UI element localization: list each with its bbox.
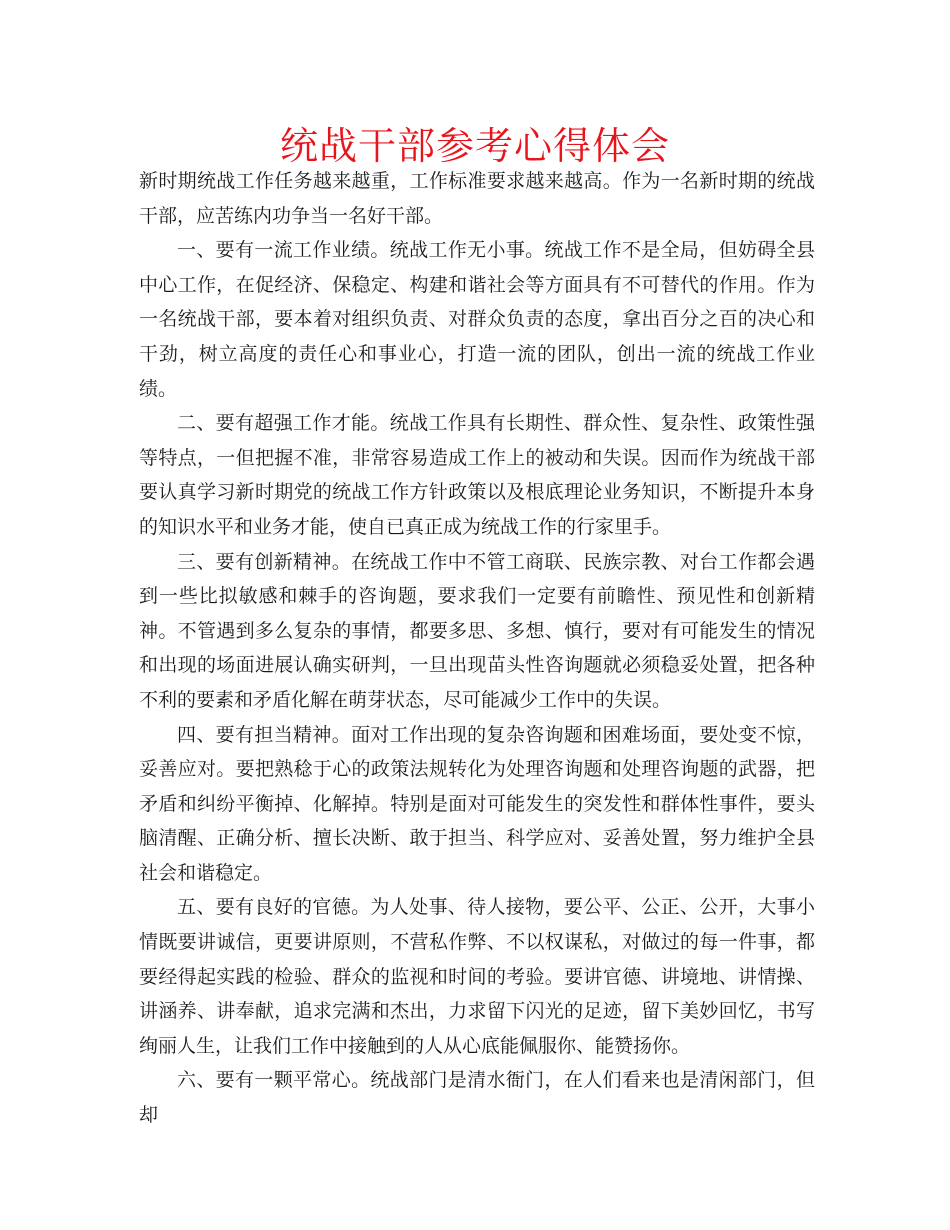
paragraph-4: 四、要有担当精神。面对工作出现的复杂咨询题和困难场面，要处变不惊，妥善应对。要把熟稔于心的政策法规转化为处理咨询题和处理咨询题的武器，把矛盾和纠纷平衡掉、化解掉。特别是面对可能发生的突发性和群体性事件，要头脑清醒、正确分析、擅长决断、敢于担当、科学应对、妥善处置，努力维护全县社会和谐稳定。 — [139, 723, 815, 884]
document-title: 统战干部参考心得体会 — [279, 124, 670, 168]
paragraph-2: 二、要有超强工作才能。统战工作具有长期性、群众性、复杂性、政策性强等特点，一但把握不准，非常容易造成工作上的被动和失误。因而作为统战干部要认真学习新时期党的统战工作方针政策以及根底理论业务知识，不断提升本身的知识水平和业务才能，使自已真正成为统战工作的行家里手。 — [139, 412, 815, 538]
paragraph-6: 六、要有一颗平常心。统战部门是清水衙门，在人们看来也是清闲部门，但却 — [139, 1069, 815, 1127]
paragraph-intro: 新时期统战工作任务越来越重，工作标准要求越来越高。作为一名新时期的统战干部，应苦练内功争当一名好干部。 — [139, 170, 815, 227]
paragraph-3: 三、要有创新精神。在统战工作中不管工商联、民族宗教、对台工作都会遇到一些比拟敏感和棘手的咨询题，要求我们一定要有前瞻性、预见性和创新精神。不管遇到多么复杂的事情，都要多思、多想、慎行，要对有可能发生的情况和出现的场面进展认确实研判，一旦出现苗头性咨询题就必须稳妥处置，把各种不利的要素和矛盾化解在萌芽状态，尽可能减少工作中的失误。 — [139, 550, 815, 711]
paragraph-1: 一、要有一流工作业绩。统战工作无小事。统战工作不是全局，但妨碍全县中心工作，在促经济、保稳定、构建和谐社会等方面具有不可替代的作用。作为一名统战干部，要本着对组织负责、对群众负责的态度，拿出百分之百的决心和干劲，树立高度的责任心和事业心，打造一流的团队，创出一流的统战工作业绩。 — [139, 239, 815, 400]
document-body — [139, 164, 815, 1133]
paragraph-5: 五、要有良好的官德。为人处事、待人接物，要公平、公正、公开，大事小情既要讲诚信，更要讲原则，不营私作弊、不以权谋私，对做过的每一件事，都要经得起实践的检验、群众的监视和时间的考验。要讲官德、讲境地、讲情操、讲涵养、讲奉献，追求完满和杰出，力求留下闪光的足迹，留下美妙回忆，书写绚丽人生，让我们工作中接触到的人从心底能佩服你、能赞扬你。 — [139, 896, 815, 1057]
